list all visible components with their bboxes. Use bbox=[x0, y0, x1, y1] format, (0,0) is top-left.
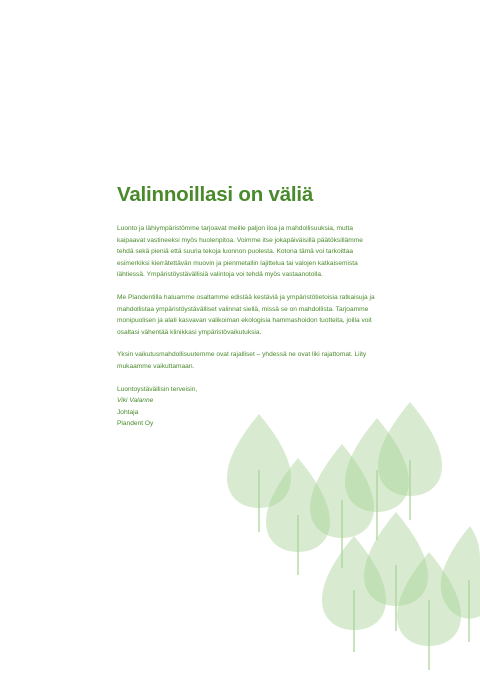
paragraph: Luonto ja lähiympäristömme tarjoavat meille paljon iloa ja mahdollisuuksia, mutta kaipaavat vastineeksi myös huolenpitoa. Voimme itse jokapäiväisillä päätöksillämme tehdä sekä pieniä että suuria tekoja luonnon puolesta. Kotona tämä voi tarkoittaa esimerkiksi kierrätettävän muovin ja pienmetallin lajittelua tai valojen katkaisemista lähtiessä. Ympäristöystävällisiä valintoja voi tehdä myös vastaanotolla. bbox=[117, 225, 363, 279]
tree-icon bbox=[397, 552, 461, 670]
page-title: Valinnoillasi on väliä bbox=[117, 183, 314, 206]
tree-icon bbox=[322, 536, 386, 652]
signature-name: Viki Valanne bbox=[117, 397, 154, 405]
tree-icon bbox=[378, 402, 442, 520]
tree-icon bbox=[310, 444, 374, 568]
tree-icon bbox=[266, 458, 330, 575]
signature-block bbox=[117, 384, 379, 430]
letter-content bbox=[117, 183, 379, 430]
signature-role: Johtaja bbox=[117, 408, 139, 416]
signature-company: Plandent Oy bbox=[117, 420, 154, 428]
tree-icon bbox=[441, 526, 480, 642]
tree-icon bbox=[364, 512, 428, 631]
paragraph: Yksin vaikutusmahdollisuutemme ovat rajalliset – yhdessä ne ovat liki rajattomat. Liity mukaamme vaikuttamaan. bbox=[117, 351, 367, 370]
paragraph: Me Plandentilla haluamme osaltamme edistää kestäviä ja ympäristötietoisia ratkaisuja ja mahdollistaa ympäristöystävälliset valinnat siellä, missä se on mahdollista. Tarjoamme monipuolisen ja alati kasvavan valikoiman ekologisia hammashoidon tuotteita, joilla voit osaltasi vähentää klinikkasi ympäristövaikutuksia. bbox=[117, 293, 375, 336]
signature-greeting: Luontoystävällisin terveisin, bbox=[117, 385, 198, 393]
tree-icon bbox=[345, 418, 409, 540]
tree-icon bbox=[227, 414, 291, 532]
